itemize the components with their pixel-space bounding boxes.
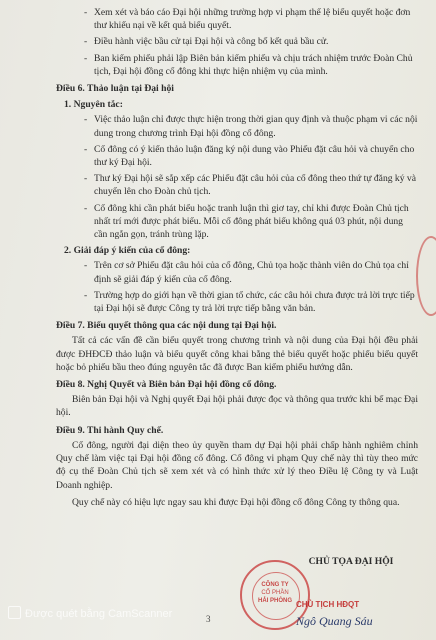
- closing-statement: Quy chế này có hiệu lực ngay sau khi được Đại hội đồng cổ đông Công ty thông qua.: [72, 496, 400, 508]
- list-item: - Trên cơ sở Phiếu đặt câu hỏi của cổ đông, Chủ tọa hoặc thành viên do Chủ tọa chỉ định sẽ giải đáp ý kiến của cổ đông.: [80, 259, 418, 285]
- list-item: - Ban kiểm phiếu phải lập Biên bản kiểm phiếu và chịu trách nhiệm trước Đoàn Chủ tịch, Đại hội đồng cổ đông khi thực hiện nhiệm vụ của mình.: [80, 52, 418, 78]
- list-item: - Cổ đông có ý kiến thảo luận đăng ký nội dung vào Phiếu đặt câu hỏi và chuyển cho thư ký Đại hội.: [80, 143, 418, 169]
- signature-block: [276, 556, 426, 567]
- scanner-watermark: [8, 606, 172, 620]
- seal-line: HẢI PHÒNG: [257, 598, 292, 604]
- signature-title: CHỦ TỌA ĐẠI HỘI: [308, 556, 394, 567]
- signer-name: Ngô Quang Sáu: [296, 614, 373, 628]
- list-item: - Thư ký Đại hội sẽ sắp xếp các Phiếu đặt câu hỏi của cổ đông theo thứ tự đăng ký và chuyển lên cho Đoàn chủ tịch.: [80, 172, 418, 198]
- article-6-heading: Điều 6. Thảo luận tại Đại hội: [56, 83, 174, 95]
- company-seal-inner-ring: [252, 572, 300, 620]
- article-9-heading: Điều 9. Thi hành Quy chế.: [56, 424, 164, 436]
- article-9-body: Cổ đông, người đại diện theo ủy quyền tham dự Đại hội phải chấp hành nghiêm chỉnh Quy chế làm việc tại Đại hội đồng cổ đông. Cổ đông vi phạm Quy chế này thì tùy theo mức độ cụ thể Đoàn Chủ tịch sẽ xem xét và có hình thức xử lý theo Điều lệ Công ty và Luật Doanh nghiệp.: [56, 439, 418, 491]
- side-stamp: [416, 236, 436, 316]
- list-item: - Xem xét và báo cáo Đại hội những trường hợp vi phạm thể lệ biểu quyết hoặc đơn thư khiếu nại về kết quả biểu quyết.: [80, 6, 418, 32]
- article-7-heading: Điều 7. Biểu quyết thông qua các nội dung tại Đại hội.: [56, 320, 277, 332]
- article-7-body: Tất cả các vấn đề cần biểu quyết trong chương trình và nội dung của Đại hội đều phải được ĐHĐCĐ thảo luận và biểu quyết công khai bằng thẻ biểu quyết hoặc phiếu biểu quyết hoặc bỏ phiếu bầu theo đúng nguyên tắc đã được Ban kiểm phiếu hướng dẫn.: [56, 335, 418, 373]
- seal-line: CỔ PHẦN: [261, 590, 289, 596]
- page-number: 3: [206, 614, 211, 624]
- camscanner-icon: [8, 606, 21, 619]
- list-item: - Điều hành việc bầu cử tại Đại hội và công bố kết quả bầu cử.: [80, 35, 418, 48]
- article-6-subheading-1: 1. Nguyên tắc:: [64, 99, 123, 111]
- list-item: - Cổ đông khi cần phát biểu hoặc tranh luận thì giơ tay, chỉ khi được Đoàn Chủ tịch nhất trí mới được phát biểu. Mỗi cổ đông phát biểu không quá 03 phút, nội dung cần ngắn gọn, tránh trùng lặp.: [80, 202, 418, 242]
- watermark-text: Được quét bằng CamScanner: [25, 608, 173, 620]
- article-8-heading: Điều 8. Nghị Quyết và Biên bản Đại hội đồng cổ đông.: [56, 379, 277, 391]
- seal-line: CÔNG TY: [261, 582, 289, 588]
- document-body: [56, 6, 418, 509]
- signer-position: CHỦ TỊCH HĐQT: [296, 600, 360, 609]
- list-item: - Việc thảo luận chỉ được thực hiện trong thời gian quy định và thuộc phạm vi các nội dung trong chương trình Đại hội đồng cổ đông.: [80, 113, 418, 139]
- list-item: - Trường hợp do giới hạn về thời gian tổ chức, các câu hỏi chưa được trả lời trực tiếp tại Đại hội sẽ được Công ty trả lời trực tiếp bằng văn bản.: [80, 289, 418, 315]
- article-8-body: Biên bản Đại hội và Nghị quyết Đại hội phải được đọc và thông qua trước khi bế mạc Đại hội.: [56, 394, 418, 419]
- article-6-subheading-2: 2. Giải đáp ý kiến của cổ đông:: [64, 245, 191, 257]
